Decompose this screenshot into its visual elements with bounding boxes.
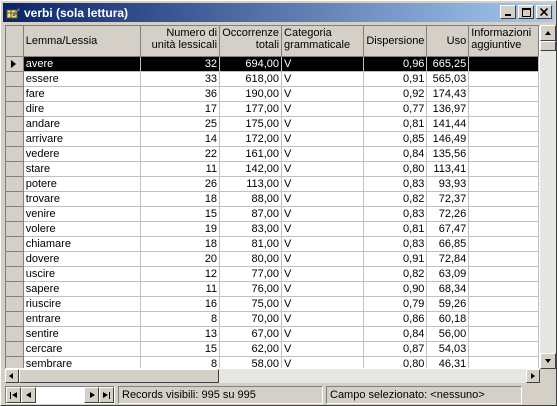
status-bar bbox=[3, 385, 554, 405]
cell-occurrences[interactable]: 175,00 bbox=[220, 116, 282, 131]
cell-unit-count[interactable]: 36 bbox=[141, 86, 220, 101]
cell-occurrences[interactable]: 694,00 bbox=[220, 56, 282, 71]
scroll-up-button[interactable] bbox=[540, 25, 556, 41]
maximize-button[interactable] bbox=[518, 5, 534, 19]
scroll-down-button[interactable] bbox=[540, 353, 556, 369]
cell-usage[interactable]: 68,34 bbox=[427, 281, 469, 296]
row-selector[interactable] bbox=[6, 356, 23, 369]
cell-dispersion[interactable]: 0,92 bbox=[364, 86, 427, 101]
data-grid[interactable] bbox=[5, 25, 540, 369]
cell-extra-info[interactable] bbox=[469, 221, 539, 236]
cell-unit-count[interactable]: 14 bbox=[141, 131, 220, 146]
cell-dispersion[interactable]: 0,90 bbox=[364, 281, 427, 296]
cell-occurrences[interactable]: 142,00 bbox=[220, 161, 282, 176]
cell-unit-count[interactable]: 18 bbox=[141, 236, 220, 251]
cell-unit-count[interactable]: 11 bbox=[141, 161, 220, 176]
cell-unit-count[interactable]: 19 bbox=[141, 221, 220, 236]
cell-usage[interactable]: 146,49 bbox=[427, 131, 469, 146]
cell-lemma[interactable]: chiamare bbox=[23, 236, 140, 251]
cell-lemma[interactable]: sentire bbox=[23, 326, 140, 341]
cell-occurrences[interactable]: 80,00 bbox=[220, 251, 282, 266]
row-selector[interactable] bbox=[6, 266, 23, 281]
cell-category[interactable]: V bbox=[282, 281, 364, 296]
cell-dispersion[interactable]: 0,77 bbox=[364, 101, 427, 116]
cell-category[interactable]: V bbox=[282, 56, 364, 71]
cell-extra-info[interactable] bbox=[469, 101, 539, 116]
maximize-icon bbox=[522, 8, 531, 17]
cell-unit-count[interactable]: 32 bbox=[141, 56, 220, 71]
records-count-text: Records visibili: 995 su 995 bbox=[122, 389, 256, 401]
cell-extra-info[interactable] bbox=[469, 251, 539, 266]
cell-dispersion[interactable]: 0,87 bbox=[364, 341, 427, 356]
table-row[interactable] bbox=[6, 341, 539, 356]
cell-extra-info[interactable] bbox=[469, 191, 539, 206]
cell-lemma[interactable]: venire bbox=[23, 206, 140, 221]
cell-dispersion[interactable]: 0,80 bbox=[364, 356, 427, 369]
cell-lemma[interactable]: avere bbox=[23, 56, 140, 71]
horizontal-scroll-thumb[interactable] bbox=[19, 369, 219, 383]
cell-extra-info[interactable] bbox=[469, 56, 539, 71]
cell-occurrences[interactable]: 161,00 bbox=[220, 146, 282, 161]
cell-category[interactable]: V bbox=[282, 206, 364, 221]
cell-unit-count[interactable]: 13 bbox=[141, 326, 220, 341]
cell-lemma[interactable]: stare bbox=[23, 161, 140, 176]
cell-unit-count[interactable]: 8 bbox=[141, 356, 220, 369]
table-row[interactable] bbox=[6, 116, 539, 131]
cell-lemma[interactable]: vedere bbox=[23, 146, 140, 161]
cell-occurrences[interactable]: 62,00 bbox=[220, 341, 282, 356]
cell-category[interactable]: V bbox=[282, 326, 364, 341]
cell-category[interactable]: V bbox=[282, 356, 364, 369]
scroll-right-button[interactable] bbox=[526, 369, 540, 383]
cell-dispersion[interactable]: 0,91 bbox=[364, 71, 427, 86]
cell-usage[interactable]: 565,03 bbox=[427, 71, 469, 86]
row-selector[interactable] bbox=[6, 251, 23, 266]
cell-unit-count[interactable]: 12 bbox=[141, 266, 220, 281]
cell-lemma[interactable]: sembrare bbox=[23, 356, 140, 369]
cell-category[interactable]: V bbox=[282, 116, 364, 131]
cell-usage[interactable]: 93,93 bbox=[427, 176, 469, 191]
cell-occurrences[interactable]: 190,00 bbox=[220, 86, 282, 101]
previous-record-icon bbox=[26, 392, 31, 398]
cell-usage[interactable]: 141,44 bbox=[427, 116, 469, 131]
cell-extra-info[interactable] bbox=[469, 281, 539, 296]
cell-category[interactable]: V bbox=[282, 191, 364, 206]
close-button[interactable] bbox=[536, 5, 552, 19]
table-row[interactable] bbox=[6, 131, 539, 146]
cell-dispersion[interactable]: 0,91 bbox=[364, 251, 427, 266]
cell-unit-count[interactable]: 16 bbox=[141, 296, 220, 311]
cell-usage[interactable]: 136,97 bbox=[427, 101, 469, 116]
header-row bbox=[6, 26, 539, 56]
table-row[interactable] bbox=[6, 281, 539, 296]
cell-extra-info[interactable] bbox=[469, 266, 539, 281]
cell-dispersion[interactable]: 0,81 bbox=[364, 116, 427, 131]
cell-dispersion[interactable]: 0,85 bbox=[364, 131, 427, 146]
cell-usage[interactable]: 72,37 bbox=[427, 191, 469, 206]
cell-extra-info[interactable] bbox=[469, 326, 539, 341]
row-selector[interactable] bbox=[6, 116, 23, 131]
row-selector[interactable] bbox=[6, 236, 23, 251]
cell-extra-info[interactable] bbox=[469, 356, 539, 369]
cell-unit-count[interactable]: 11 bbox=[141, 281, 220, 296]
previous-record-button[interactable] bbox=[21, 387, 36, 403]
records-count-panel bbox=[118, 386, 323, 404]
row-selector[interactable] bbox=[6, 281, 23, 296]
arrow-left-icon bbox=[9, 373, 13, 379]
record-navigator bbox=[5, 386, 115, 404]
cell-lemma[interactable]: trovare bbox=[23, 191, 140, 206]
table-row[interactable] bbox=[6, 56, 539, 71]
cell-lemma[interactable]: entrare bbox=[23, 311, 140, 326]
cell-dispersion[interactable]: 0,84 bbox=[364, 326, 427, 341]
cell-lemma[interactable]: andare bbox=[23, 116, 140, 131]
cell-usage[interactable]: 60,18 bbox=[427, 311, 469, 326]
cell-occurrences[interactable]: 58,00 bbox=[220, 356, 282, 369]
cell-dispersion[interactable]: 0,82 bbox=[364, 191, 427, 206]
cell-unit-count[interactable]: 8 bbox=[141, 311, 220, 326]
column-header-usage[interactable]: Uso bbox=[427, 26, 469, 56]
cell-category[interactable]: V bbox=[282, 71, 364, 86]
cell-occurrences[interactable]: 76,00 bbox=[220, 281, 282, 296]
title-bar[interactable] bbox=[3, 3, 554, 22]
cell-occurrences[interactable]: 75,00 bbox=[220, 296, 282, 311]
cell-dispersion[interactable]: 0,81 bbox=[364, 221, 427, 236]
cell-lemma[interactable]: volere bbox=[23, 221, 140, 236]
table-row[interactable] bbox=[6, 146, 539, 161]
cell-extra-info[interactable] bbox=[469, 131, 539, 146]
cell-lemma[interactable]: essere bbox=[23, 71, 140, 86]
table-row[interactable] bbox=[6, 221, 539, 236]
cell-dispersion[interactable]: 0,80 bbox=[364, 161, 427, 176]
arrow-right-icon bbox=[531, 373, 535, 379]
arrow-up-icon bbox=[545, 31, 551, 35]
cell-usage[interactable]: 135,56 bbox=[427, 146, 469, 161]
column-header-occurrences[interactable]: Occorrenze totali bbox=[220, 26, 282, 56]
cell-extra-info[interactable] bbox=[469, 116, 539, 131]
current-record-arrow-icon bbox=[11, 60, 16, 68]
cell-category[interactable]: V bbox=[282, 86, 364, 101]
cell-extra-info[interactable] bbox=[469, 296, 539, 311]
cell-usage[interactable]: 66,85 bbox=[427, 236, 469, 251]
cell-category[interactable]: V bbox=[282, 131, 364, 146]
cell-dispersion[interactable]: 0,83 bbox=[364, 176, 427, 191]
vertical-scrollbar[interactable] bbox=[540, 25, 556, 369]
cell-category[interactable]: V bbox=[282, 341, 364, 356]
cell-extra-info[interactable] bbox=[469, 71, 539, 86]
table-row[interactable] bbox=[6, 191, 539, 206]
table-row[interactable] bbox=[6, 356, 539, 369]
cell-occurrences[interactable]: 81,00 bbox=[220, 236, 282, 251]
cell-category[interactable]: V bbox=[282, 221, 364, 236]
next-record-button[interactable] bbox=[84, 387, 99, 403]
cell-extra-info[interactable] bbox=[469, 86, 539, 101]
cell-unit-count[interactable]: 17 bbox=[141, 101, 220, 116]
cell-occurrences[interactable]: 172,00 bbox=[220, 131, 282, 146]
cell-usage[interactable]: 67,47 bbox=[427, 221, 469, 236]
vertical-scroll-thumb[interactable] bbox=[540, 41, 556, 51]
cell-usage[interactable]: 174,43 bbox=[427, 86, 469, 101]
cell-dispersion[interactable]: 0,83 bbox=[364, 236, 427, 251]
cell-usage[interactable]: 59,26 bbox=[427, 296, 469, 311]
table-row[interactable] bbox=[6, 236, 539, 251]
cell-unit-count[interactable]: 15 bbox=[141, 206, 220, 221]
column-header-extra-info[interactable]: Informazioni aggiuntive bbox=[469, 26, 539, 56]
row-selector[interactable] bbox=[6, 146, 23, 161]
cell-usage[interactable]: 665,25 bbox=[427, 56, 469, 71]
cell-unit-count[interactable]: 15 bbox=[141, 341, 220, 356]
database-table-icon bbox=[6, 6, 20, 20]
row-selector[interactable] bbox=[6, 176, 23, 191]
table-row[interactable] bbox=[6, 206, 539, 221]
cell-lemma[interactable]: dovere bbox=[23, 251, 140, 266]
cell-occurrences[interactable]: 177,00 bbox=[220, 101, 282, 116]
column-header-unit-count[interactable]: Numero di unità lessicali bbox=[141, 26, 220, 56]
cell-lemma[interactable]: arrivare bbox=[23, 131, 140, 146]
column-header-category[interactable]: Categoria grammaticale bbox=[282, 26, 364, 56]
corner-cell[interactable] bbox=[6, 26, 23, 56]
row-selector[interactable] bbox=[6, 221, 23, 236]
table-row[interactable] bbox=[6, 326, 539, 341]
cell-dispersion[interactable]: 0,83 bbox=[364, 206, 427, 221]
cell-occurrences[interactable]: 618,00 bbox=[220, 71, 282, 86]
row-selector[interactable] bbox=[6, 131, 23, 146]
cell-dispersion[interactable]: 0,84 bbox=[364, 146, 427, 161]
table-body bbox=[6, 56, 539, 369]
cell-category[interactable]: V bbox=[282, 251, 364, 266]
row-selector[interactable] bbox=[6, 206, 23, 221]
cell-extra-info[interactable] bbox=[469, 341, 539, 356]
cell-category[interactable]: V bbox=[282, 176, 364, 191]
window-title: verbi (sola lettura) bbox=[24, 5, 129, 20]
horizontal-scrollbar[interactable] bbox=[5, 369, 540, 383]
table-row[interactable] bbox=[6, 176, 539, 191]
cell-category[interactable]: V bbox=[282, 311, 364, 326]
cell-extra-info[interactable] bbox=[469, 311, 539, 326]
cell-category[interactable]: V bbox=[282, 161, 364, 176]
cell-unit-count[interactable]: 18 bbox=[141, 191, 220, 206]
table-row[interactable] bbox=[6, 161, 539, 176]
cell-unit-count[interactable]: 33 bbox=[141, 71, 220, 86]
row-selector[interactable] bbox=[6, 56, 23, 71]
cell-occurrences[interactable]: 113,00 bbox=[220, 176, 282, 191]
cell-lemma[interactable]: potere bbox=[23, 176, 140, 191]
cell-category[interactable]: V bbox=[282, 146, 364, 161]
cell-usage[interactable]: 56,00 bbox=[427, 326, 469, 341]
cell-unit-count[interactable]: 20 bbox=[141, 251, 220, 266]
cell-category[interactable]: V bbox=[282, 296, 364, 311]
row-selector[interactable] bbox=[6, 86, 23, 101]
cell-extra-info[interactable] bbox=[469, 206, 539, 221]
cell-occurrences[interactable]: 83,00 bbox=[220, 221, 282, 236]
cell-occurrences[interactable]: 70,00 bbox=[220, 311, 282, 326]
selected-field-text: Campo selezionato: <nessuno> bbox=[330, 389, 485, 401]
cell-lemma[interactable]: dire bbox=[23, 101, 140, 116]
first-record-button[interactable] bbox=[6, 387, 21, 403]
cell-category[interactable]: V bbox=[282, 236, 364, 251]
row-selector[interactable] bbox=[6, 161, 23, 176]
last-record-button[interactable] bbox=[99, 387, 114, 403]
next-record-icon bbox=[90, 392, 95, 398]
cell-extra-info[interactable] bbox=[469, 161, 539, 176]
arrow-down-icon bbox=[545, 359, 551, 363]
row-selector[interactable] bbox=[6, 191, 23, 206]
table-row[interactable] bbox=[6, 251, 539, 266]
cell-extra-info[interactable] bbox=[469, 176, 539, 191]
minimize-icon bbox=[504, 8, 512, 16]
cell-lemma[interactable]: riuscire bbox=[23, 296, 140, 311]
selected-field-panel bbox=[326, 386, 522, 404]
cell-unit-count[interactable]: 22 bbox=[141, 146, 220, 161]
cell-lemma[interactable]: fare bbox=[23, 86, 140, 101]
cell-dispersion[interactable]: 0,79 bbox=[364, 296, 427, 311]
cell-usage[interactable]: 54,03 bbox=[427, 341, 469, 356]
cell-category[interactable]: V bbox=[282, 266, 364, 281]
cell-usage[interactable]: 72,26 bbox=[427, 206, 469, 221]
cell-unit-count[interactable]: 26 bbox=[141, 176, 220, 191]
row-selector[interactable] bbox=[6, 101, 23, 116]
cell-dispersion[interactable]: 0,96 bbox=[364, 56, 427, 71]
record-number-field[interactable] bbox=[36, 387, 84, 403]
scroll-left-button[interactable] bbox=[5, 369, 19, 383]
cell-unit-count[interactable]: 25 bbox=[141, 116, 220, 131]
column-header-dispersion[interactable]: Dispersione bbox=[364, 26, 427, 56]
cell-occurrences[interactable]: 88,00 bbox=[220, 191, 282, 206]
table-row[interactable] bbox=[6, 86, 539, 101]
close-icon bbox=[540, 8, 548, 16]
table-row[interactable] bbox=[6, 266, 539, 281]
cell-usage[interactable]: 63,09 bbox=[427, 266, 469, 281]
row-selector[interactable] bbox=[6, 71, 23, 86]
cell-category[interactable]: V bbox=[282, 101, 364, 116]
verbs-table bbox=[6, 26, 539, 369]
cell-usage[interactable]: 46,31 bbox=[427, 356, 469, 369]
cell-extra-info[interactable] bbox=[469, 236, 539, 251]
row-selector[interactable] bbox=[6, 341, 23, 356]
row-selector[interactable] bbox=[6, 311, 23, 326]
cell-occurrences[interactable]: 67,00 bbox=[220, 326, 282, 341]
row-selector[interactable] bbox=[6, 326, 23, 341]
minimize-button[interactable] bbox=[500, 5, 516, 19]
cell-lemma[interactable]: sapere bbox=[23, 281, 140, 296]
cell-extra-info[interactable] bbox=[469, 146, 539, 161]
cell-lemma[interactable]: cercare bbox=[23, 341, 140, 356]
table-row[interactable] bbox=[6, 71, 539, 86]
cell-usage[interactable]: 72,84 bbox=[427, 251, 469, 266]
table-row[interactable] bbox=[6, 311, 539, 326]
cell-dispersion[interactable]: 0,86 bbox=[364, 311, 427, 326]
cell-occurrences[interactable]: 87,00 bbox=[220, 206, 282, 221]
row-selector[interactable] bbox=[6, 296, 23, 311]
cell-dispersion[interactable]: 0,82 bbox=[364, 266, 427, 281]
cell-usage[interactable]: 113,41 bbox=[427, 161, 469, 176]
table-row[interactable] bbox=[6, 296, 539, 311]
column-header-lemma[interactable]: Lemma/Lessia bbox=[23, 26, 140, 56]
cell-lemma[interactable]: uscire bbox=[23, 266, 140, 281]
table-row[interactable] bbox=[6, 101, 539, 116]
cell-occurrences[interactable]: 77,00 bbox=[220, 266, 282, 281]
